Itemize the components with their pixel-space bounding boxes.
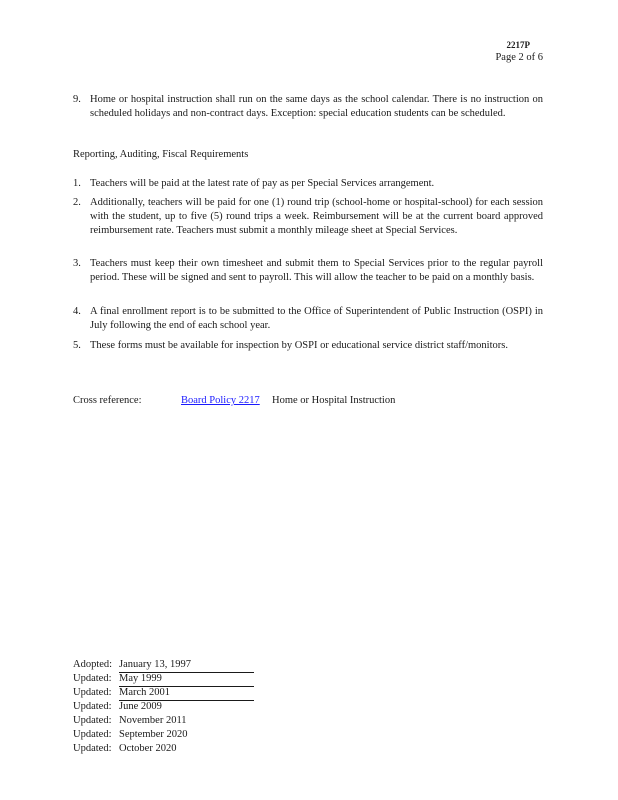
history-label: Updated: xyxy=(73,729,112,740)
list-item-number: 3. xyxy=(73,258,81,269)
history-date: March 2001 xyxy=(119,686,254,701)
list-item-text: Teachers will be paid at the latest rate of pay as per Special Services arrangement. xyxy=(90,178,435,189)
history-row xyxy=(73,686,254,701)
history-label: Updated: xyxy=(73,687,112,698)
list-item-9 xyxy=(73,93,543,121)
list-item-number: 1. xyxy=(73,178,81,189)
list-item-4 xyxy=(73,305,543,333)
history-row xyxy=(73,742,254,756)
history-label: Updated: xyxy=(73,701,112,712)
list-item-text: Home or hospital instruction shall run on the same days as the school calendar. There is no instruction on scheduled holidays and non-contract days. Exception: special education students can be scheduled. xyxy=(90,94,543,119)
history-row xyxy=(73,728,254,742)
history-label: Adopted: xyxy=(73,659,113,670)
cross-reference-title: Home or Hospital Instruction xyxy=(272,395,396,406)
page-number: Page 2 of 6 xyxy=(495,52,543,63)
cross-reference-label: Cross reference: xyxy=(73,395,142,406)
history-row xyxy=(73,700,254,714)
history-date: January 13, 1997 xyxy=(119,658,254,673)
list-item-1 xyxy=(73,177,543,191)
list-item-number: 9. xyxy=(73,94,81,105)
list-item-text: Additionally, teachers will be paid for one (1) round trip (school-home or hospital-school) for each session with the student, up to five (5) round trips a week. Reimbursement will be at the current board approved reimbursement rate. Teachers must submit a monthly mileage sheet at Special Services. xyxy=(90,197,543,236)
board-policy-link[interactable]: Board Policy 2217 xyxy=(181,395,260,406)
history-label: Updated: xyxy=(73,743,112,754)
list-item-2 xyxy=(73,196,543,238)
list-item-text: These forms must be available for inspection by OSPI or educational service district staff/monitors. xyxy=(90,340,508,351)
list-item-number: 5. xyxy=(73,340,81,351)
history-date: June 2009 xyxy=(119,701,162,712)
history-row xyxy=(73,658,254,673)
list-item-3 xyxy=(73,257,543,285)
list-item-number: 2. xyxy=(73,197,81,208)
history-label: Updated: xyxy=(73,673,112,684)
section-title: Reporting, Auditing, Fiscal Requirements xyxy=(73,149,249,160)
history-row xyxy=(73,714,254,728)
history-date: May 1999 xyxy=(119,672,254,687)
history-label: Updated: xyxy=(73,715,112,726)
history-date: November 2011 xyxy=(119,715,187,726)
history-date: September 2020 xyxy=(119,729,188,740)
history-row xyxy=(73,672,254,687)
document-code: 2217P xyxy=(506,40,530,50)
history-date: October 2020 xyxy=(119,743,177,754)
list-item-text: A final enrollment report is to be submitted to the Office of Superintendent of Public Instruction (OSPI) in July following the end of each school year. xyxy=(90,306,543,331)
list-item-number: 4. xyxy=(73,306,81,317)
list-item-5 xyxy=(73,339,543,353)
list-item-text: Teachers must keep their own timesheet and submit them to Special Services prior to the regular payroll period. These will be signed and sent to payroll. This will allow the teacher to be paid on a monthly basis. xyxy=(90,258,543,283)
